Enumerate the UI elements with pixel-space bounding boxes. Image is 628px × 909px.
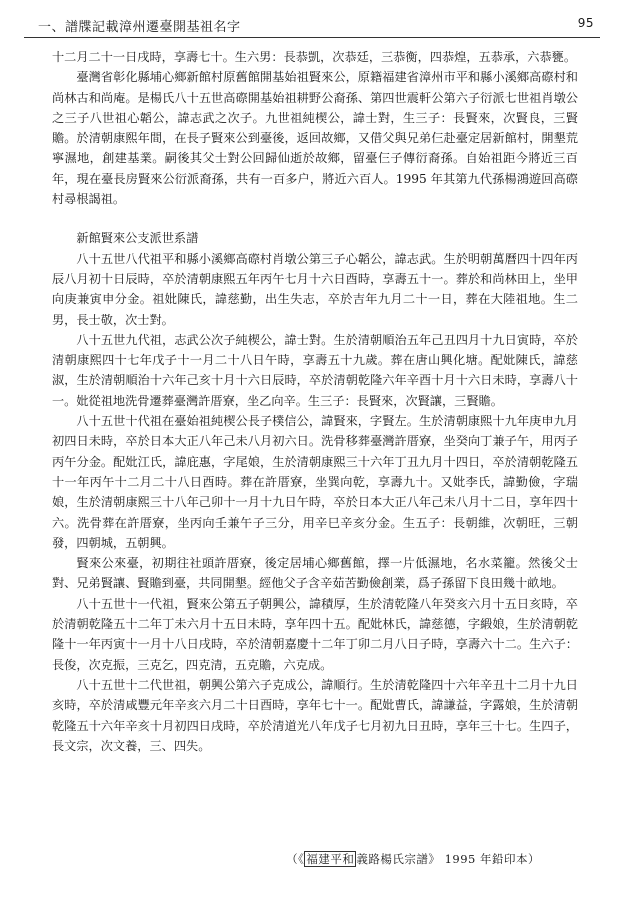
citation-boxed-place: 福建平和 — [306, 852, 355, 866]
header-divider — [24, 37, 600, 38]
running-header — [38, 14, 594, 36]
body-text — [52, 47, 578, 756]
section-heading: 新館賢來公支派世系譜 — [76, 231, 199, 246]
paragraph-generation-11: 八十五世十一代祖，賢來公第五子朝興公，諱積厚，生於清乾隆八年癸亥六月十五日亥時，卒於清朝乾隆五十二年丁未六月十五日未時，享年四十五。配妣林氏，諱慈德，字緞娘，生於清朝乾隆十一年丙寅十一月十八日戌時，卒於清朝嘉慶十二年丁卯二月八日子時，享壽六十二。生六子：長俊，次克振，三克乞，四克清，五克贍，六克成。 — [52, 596, 578, 672]
paragraph-xianlai-origin: 臺灣省彰化縣埔心鄉新館村原舊館開基始祖賢來公，原籍福建省漳州市平和縣小溪鄉高磜村和尚林古和尚庵。是楊氏八十五世高磜開基始祖耕野公裔孫、第四世震軒公第六子衍派七世祖肖墩公之三子八世祖心韜公，諱志武之次子。九世祖純楔公，諱士對，生三子：長賢來，次賢良，三賢贍。於清朝康熙年間，在長子賢來公到臺後，返回故鄉，又借父與兄弟仨赴臺定居新館村，開墾荒寧濕地，創建基業。嗣後其父士對公回歸仙逝於故鄉，留臺仨子傳衍裔孫。自始祖距今將近三百年，現在臺長房賢來公衍派裔孫，共有一百多户，將近六百人。1995 年其第九代孫楊鴻遊回高磜村尋根謁祖。 — [52, 70, 578, 207]
page-number: 95 — [577, 16, 594, 30]
chapter-title: 一、譜牒記載漳州遷臺開基祖名字 — [38, 20, 241, 35]
paragraph-settlement: 賢來公來臺，初期往社頭許厝寮，後定居埔心鄉舊館，擇一片低濕地，名水菜籠。然後父士對、兄弟賢讓、賢贍到臺，共同開墾。經他父子含辛茹苦勤儉創業，爲子孫留下良田幾十畝地。 — [52, 556, 578, 591]
paragraph-generation-10: 八十五世十代祖在臺始祖純楔公長子樸信公，諱賢來，字賢左。生於清朝康熙十九年庚申九月初四日未時，卒於日本大正八年己未八月初六日。洗骨移葬臺灣許厝寮，坐癸向丁兼子午，用丙子丙午分金。配妣江氏，諱庇惠，字尾娘，生於清朝康熙三十六年丁丑九月十四日，卒於清朝乾隆五十一年丙午十二月二十八日酉時。葬在許厝寮，坐巽向乾，享壽九十。又妣李氏，諱勤儉，字瑞娘，生於清朝康熙三十八年己卯十一月十九日午時，卒於日本大正八年己未八月十二日，享年四十六。洗骨葬在許厝寮，坐丙向壬兼午子三分，用辛巳辛亥分金。生五子：長朝維，次朝旺，三朝發，四朝城，五朝興。 — [52, 414, 578, 550]
citation-title: 義路楊氏宗譜》 — [356, 852, 441, 866]
paragraph-generation-9: 八十五世九代祖，志武公次子純楔公，諱士對。生於清朝順治五年己丑四月十九日寅時，卒於清朝康熙四十七年戊子十一月二十八日午時，享壽五十九歲。葬在唐山興化塘。配妣陳氏，諱慈淑，生於清朝順治十六年己亥十月十六日辰時，卒於清朝乾隆六年辛酉十月十六日未時，享壽八十一。妣從祖地洗骨遷葬臺灣許厝寮，坐乙向辛。生三子：長賢來，次賢讓，三賢贍。 — [52, 332, 578, 408]
paragraph-generation-12: 八十五世十二代世祖，朝興公第六子克成公，諱順行。生於清乾隆四十六年辛丑十二月十九日亥時，卒於清咸豐元年辛亥六月二十日酉時，享年七十一。配妣曹氏，諱謙益，字露娘，生於清朝乾隆五十六年辛亥十月初四日戌時，卒於清道光八年戊子七月初九日丑時，享年三十七。生四子，長文宗，次文養，三、四失。 — [52, 677, 578, 753]
paragraph-generation-8: 八十五世八代祖平和縣小溪鄉高磜村肖墩公第三子心韜公，諱志武。生於明朝萬曆四十四年丙辰八月初十日辰時，卒於清朝康熙五年丙午七月十六日酉時，享壽五十一。葬於和尚林田上，坐甲向庚兼寅申分金。祖妣陳氏，諱慈勤，出生失志，卒於吉年九月二十一日，葬在大陸祖地。生二男，長士敬，次士對。 — [52, 251, 578, 327]
paragraph-continuation: 十二月二十一日戌時，享壽七十。生六男：長恭凱，次恭廷，三恭衡，四恭煌，五恭承，六恭甕。 — [52, 50, 577, 64]
source-citation — [286, 851, 540, 867]
citation-open: （《 — [286, 852, 305, 866]
citation-edition: 1995 年鉛印本） — [444, 852, 540, 866]
